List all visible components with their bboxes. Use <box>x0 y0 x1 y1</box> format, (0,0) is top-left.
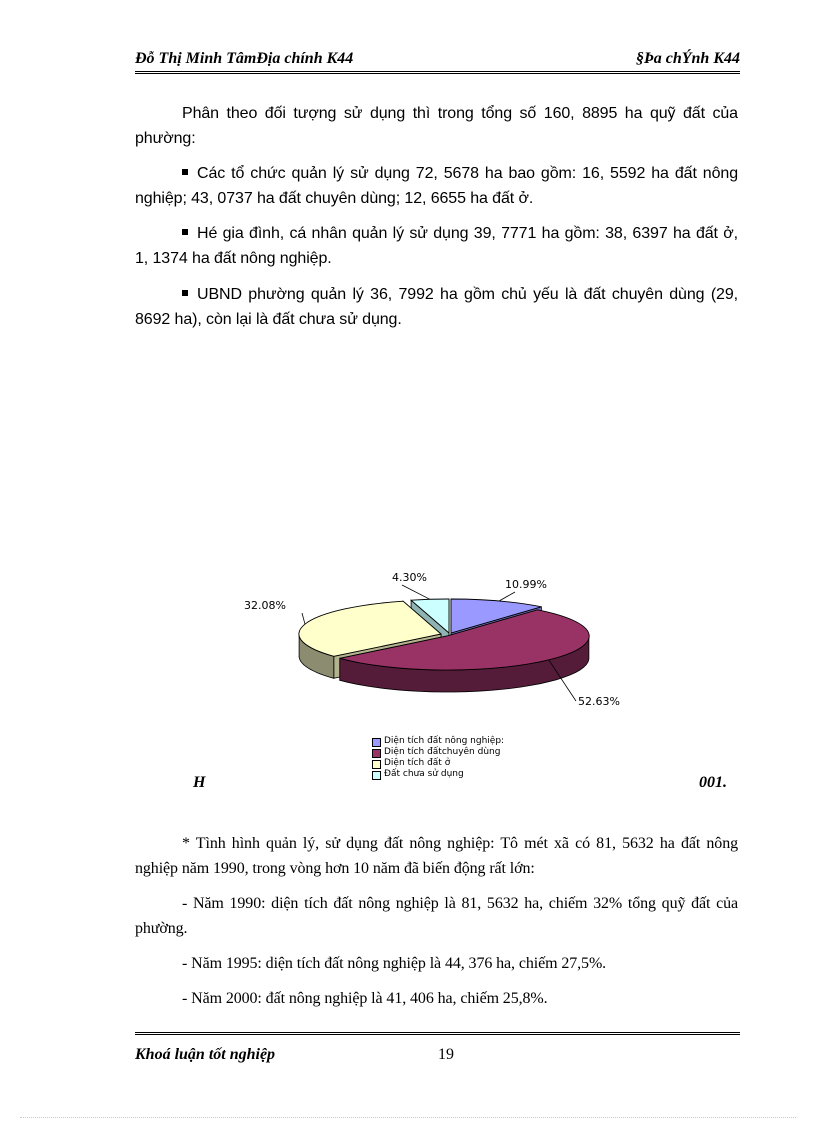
footer-rule <box>135 1032 740 1035</box>
pie-data-label-0: 10.99% <box>505 578 547 591</box>
header-author: Đỗ Thị Minh TâmĐịa chính K44 <box>135 50 354 67</box>
legend-label: Đất chưa sử dụng <box>384 769 464 779</box>
bullet-text: UBND phường quản lý 36, 7992 ha gồm chủ yếu là đất chuyên dùng (29, 8692 ha), còn lại là đất chưa sử dụng. <box>135 286 738 328</box>
pie-leader-line-2 <box>302 613 305 624</box>
paragraph-2000: - Năm 2000: đất nông nghiệp là 41, 406 ha, chiếm 25,8%. <box>182 990 548 1007</box>
legend-label: Diện tích đấtchuyên dùng <box>384 747 501 757</box>
bullet-text: Các tổ chức quản lý sử dụng 72, 5678 ha bao gồm: 16, 5592 ha đất nông nghiệp; 43, 0737 ha đất chuyên dùng; 12, 6655 ha đất ở. <box>135 165 738 207</box>
paragraph-1990: - Năm 1990: diện tích đất nông nghiệp là 81, 5632 ha, chiếm 32% tổng quỹ đất của phường. <box>135 895 738 937</box>
header-course: §Þa chÝnh K44 <box>635 50 740 67</box>
page-bottom-edge <box>20 1117 796 1118</box>
pie-data-label-3: 4.30% <box>392 571 427 584</box>
paragraph-1995: - Năm 1995: diện tích đất nông nghiệp là 44, 376 ha, chiếm 27,5%. <box>182 955 607 972</box>
legend-swatch <box>372 749 381 758</box>
pie-data-label-1: 52.63% <box>578 695 620 708</box>
legend-swatch <box>372 771 381 780</box>
page-number: 19 <box>438 1046 454 1063</box>
legend-swatch <box>372 760 381 769</box>
legend-label: Diện tích đất ở <box>384 758 451 768</box>
legend-swatch <box>372 738 381 747</box>
footer-title: Khoá luận tốt nghiệp <box>135 1046 276 1063</box>
pie-leader-line-3 <box>402 585 430 599</box>
figure-caption-start: H <box>193 774 206 791</box>
pie-data-label-2: 32.08% <box>244 599 286 612</box>
bullet-text: Hé gia đình, cá nhân quản lý sử dụng 39, 7771 ha gồm: 38, 6397 ha đất ở, 1, 1374 ha đất nông nghiệp. <box>135 225 738 267</box>
pie-leader-line-0 <box>499 592 515 601</box>
paragraph-agri-land: * Tình hình quản lý, sử dụng đất nông nghiệp: Tô mét xã có 81, 5632 ha đất nông nghiệp năm 1990, trong vòng hơn 10 năm đã biến động rất lớn: <box>135 835 738 877</box>
figure-caption-end: 001. <box>699 774 727 791</box>
paragraph-intro: Phân theo đối tượng sử dụng thì trong tổng số 160, 8895 ha quỹ đất của phường: <box>135 105 738 147</box>
legend-label: Diện tích đất nông nghiệp: <box>384 736 505 746</box>
